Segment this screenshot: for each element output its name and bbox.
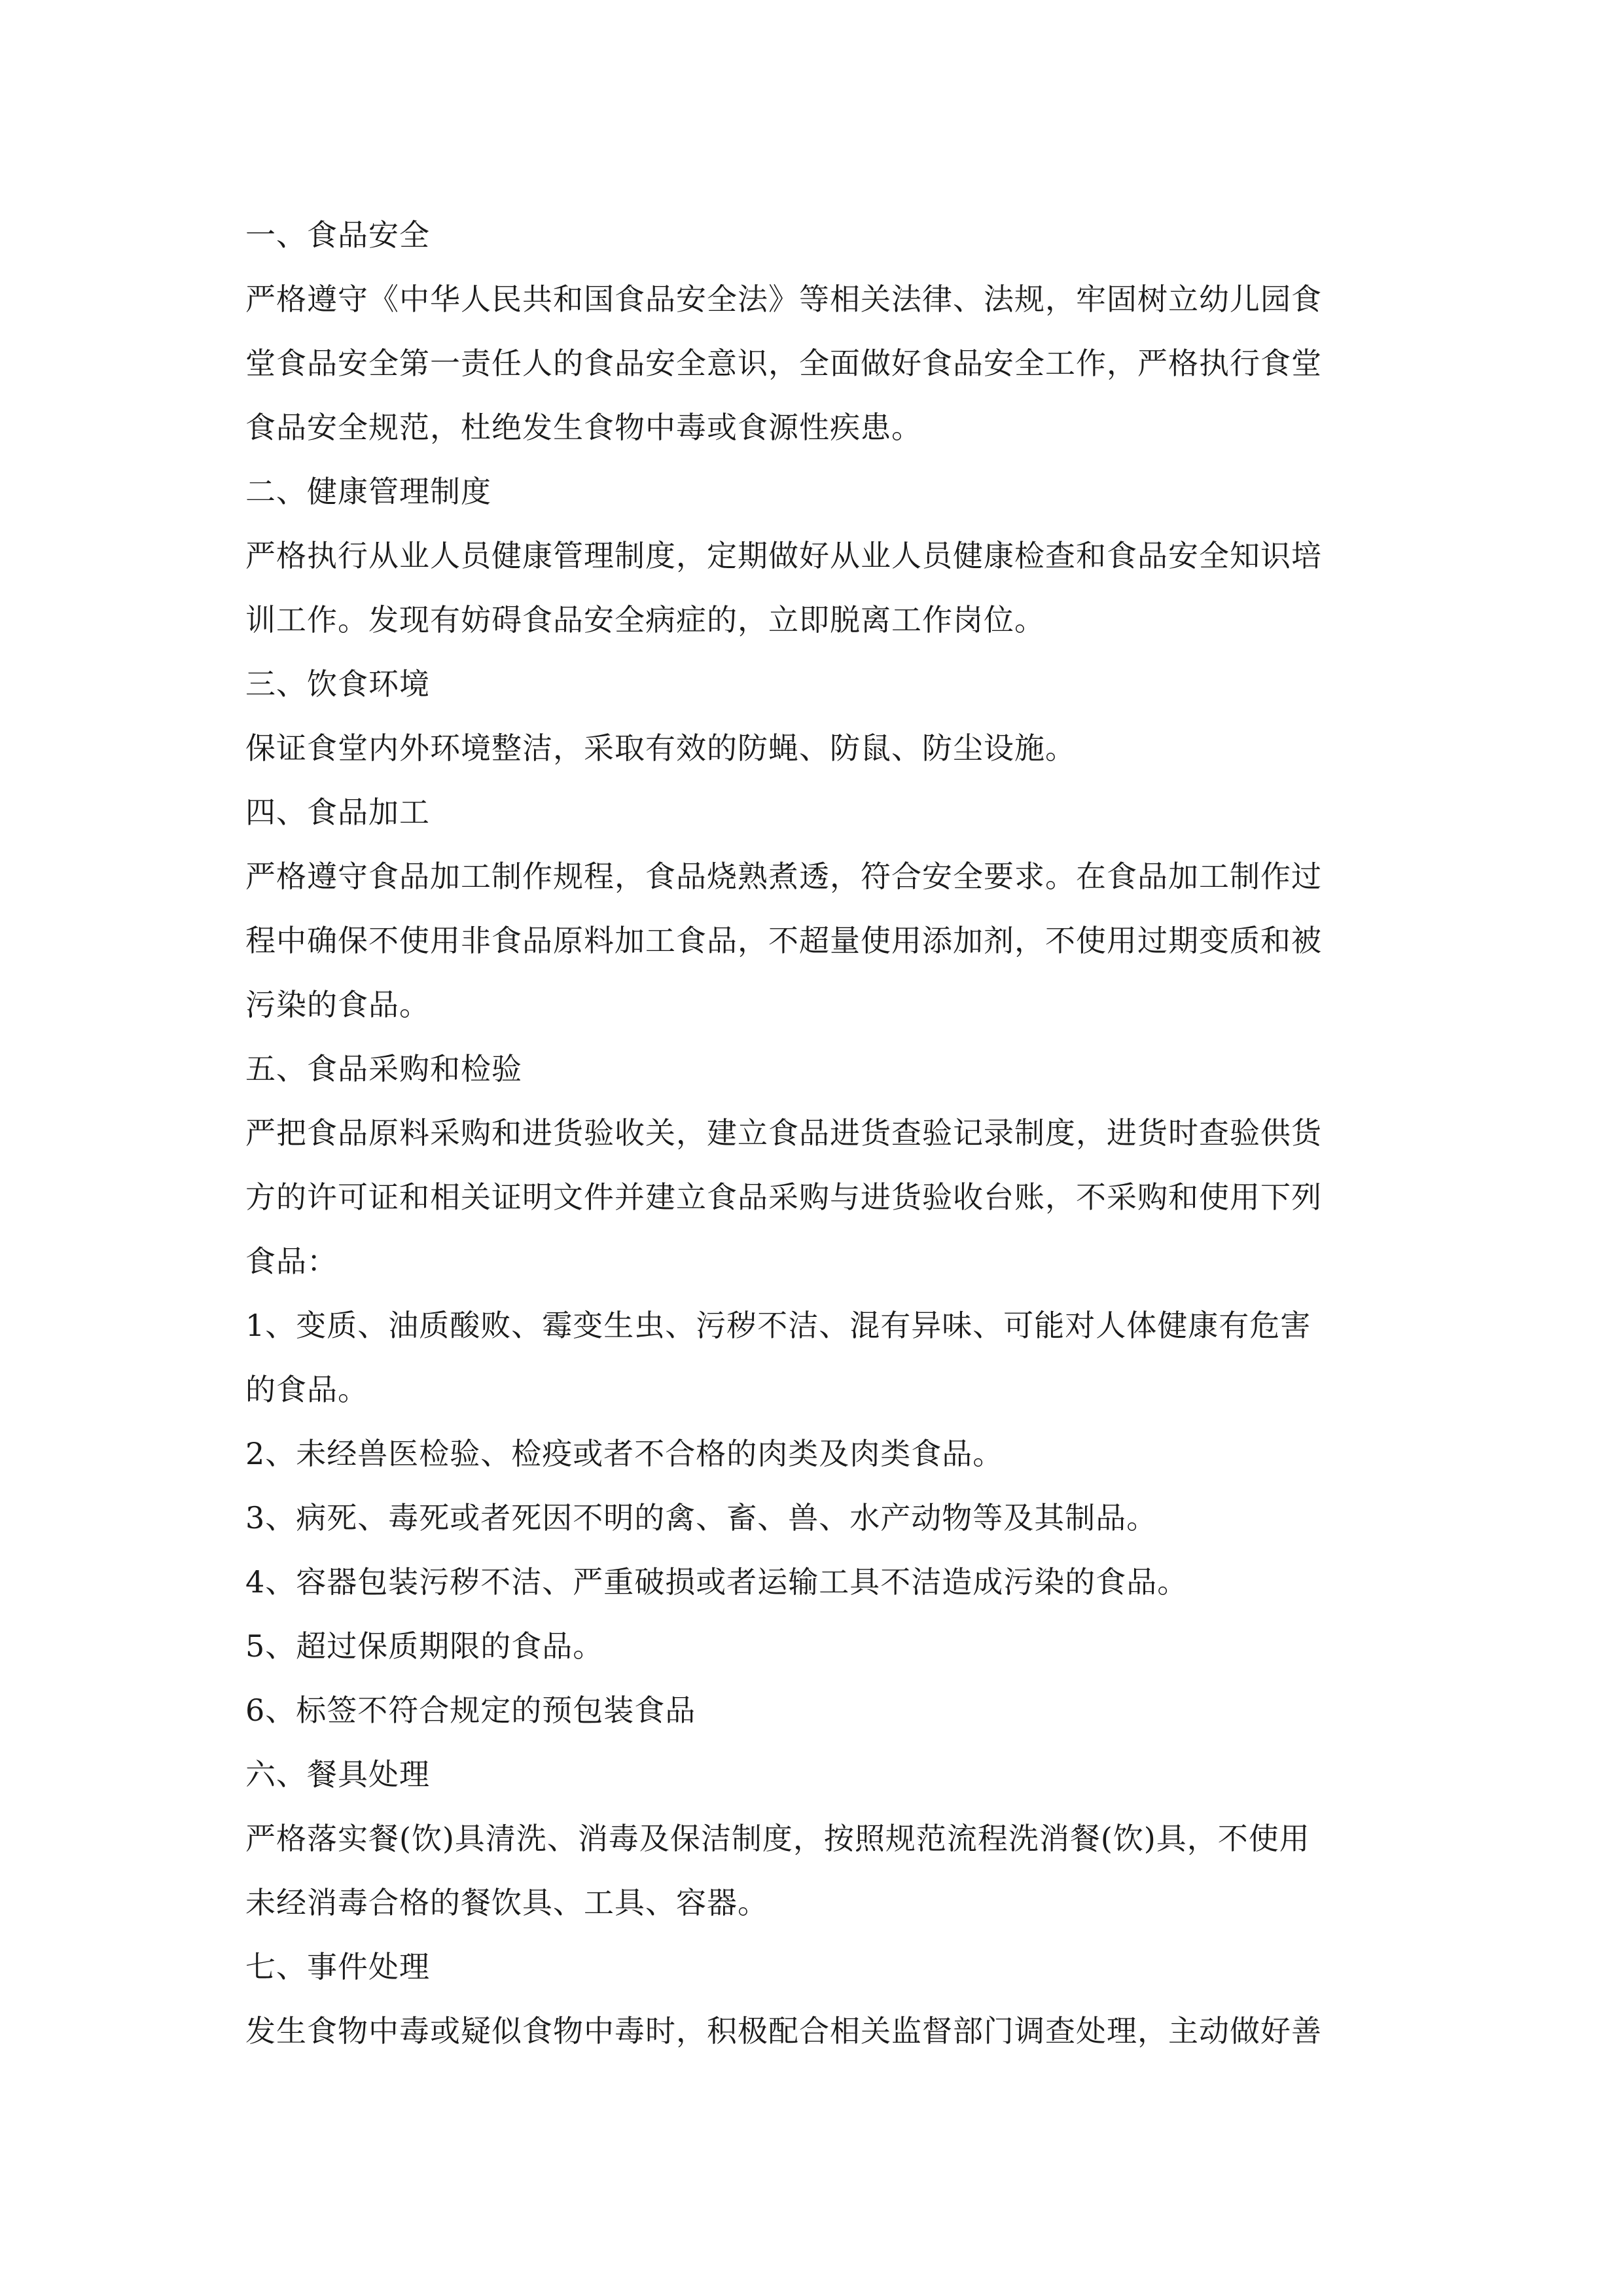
paragraph-line: 严把食品原料采购和进货验收关，建立食品进货查验记录制度，进货时查验供货 [245,1115,1322,1151]
section-heading-procurement-inspection: 五、食品采购和检验 [245,1051,522,1086]
list-item: 5、超过保质期限的食品。 [245,1628,604,1664]
list-item-continuation: 的食品。 [245,1372,368,1407]
paragraph-line: 严格遵守《中华人民共和国食品安全法》等相关法律、法规，牢固树立幼儿园食 [245,281,1322,317]
paragraph-line: 未经消毒合格的餐饮具、工具、容器。 [245,1885,768,1920]
paragraph-line: 食品安全规范，杜绝发生食物中毒或食源性疾患。 [245,410,922,445]
section-heading-food-safety: 一、食品安全 [245,217,430,253]
document-body [245,203,1384,2063]
section-heading-incident-handling: 七、事件处理 [245,1949,430,1984]
section-heading-health-management: 二、健康管理制度 [245,474,491,509]
list-item: 2、未经兽医检验、检疫或者不合格的肉类及肉类食品。 [245,1436,1004,1471]
paragraph-line: 严格执行从业人员健康管理制度，定期做好从业人员健康检查和食品安全知识培 [245,538,1322,573]
paragraph-line: 程中确保不使用非食品原料加工食品，不超量使用添加剂，不使用过期变质和被 [245,923,1322,958]
list-item: 1、变质、油质酸败、霉变生虫、污秽不洁、混有异味、可能对人体健康有危害 [245,1308,1311,1343]
section-heading-dining-environment: 三、饮食环境 [245,666,430,702]
paragraph-line: 堂食品安全第一责任人的食品安全意识，全面做好食品安全工作，严格执行食堂 [245,346,1322,381]
paragraph-line: 保证食堂内外环境整洁，采取有效的防蝇、防鼠、防尘设施。 [245,730,1076,766]
list-item: 6、标签不符合规定的预包装食品 [245,1693,696,1728]
list-item: 4、容器包装污秽不洁、严重破损或者运输工具不洁造成污染的食品。 [245,1564,1188,1600]
paragraph-line: 训工作。发现有妨碍食品安全病症的，立即脱离工作岗位。 [245,602,1045,637]
section-heading-food-processing: 四、食品加工 [245,795,430,830]
paragraph-line: 严格遵守食品加工制作规程，食品烧熟煮透，符合安全要求。在食品加工制作过 [245,859,1322,894]
paragraph-line: 发生食物中毒或疑似食物中毒时，积极配合相关监督部门调查处理，主动做好善 [245,2013,1322,2049]
section-heading-tableware-handling: 六、餐具处理 [245,1757,430,1792]
list-item: 3、病死、毒死或者死因不明的禽、畜、兽、水产动物等及其制品。 [245,1500,1158,1535]
paragraph-line: 污染的食品。 [245,987,430,1022]
paragraph-line: 方的许可证和相关证明文件并建立食品采购与进货验收台账，不采购和使用下列 [245,1179,1322,1215]
paragraph-line: 食品： [245,1244,338,1279]
paragraph-line: 严格落实餐(饮)具清洗、消毒及保洁制度，按照规范流程洗消餐(饮)具，不使用 [245,1821,1310,1856]
